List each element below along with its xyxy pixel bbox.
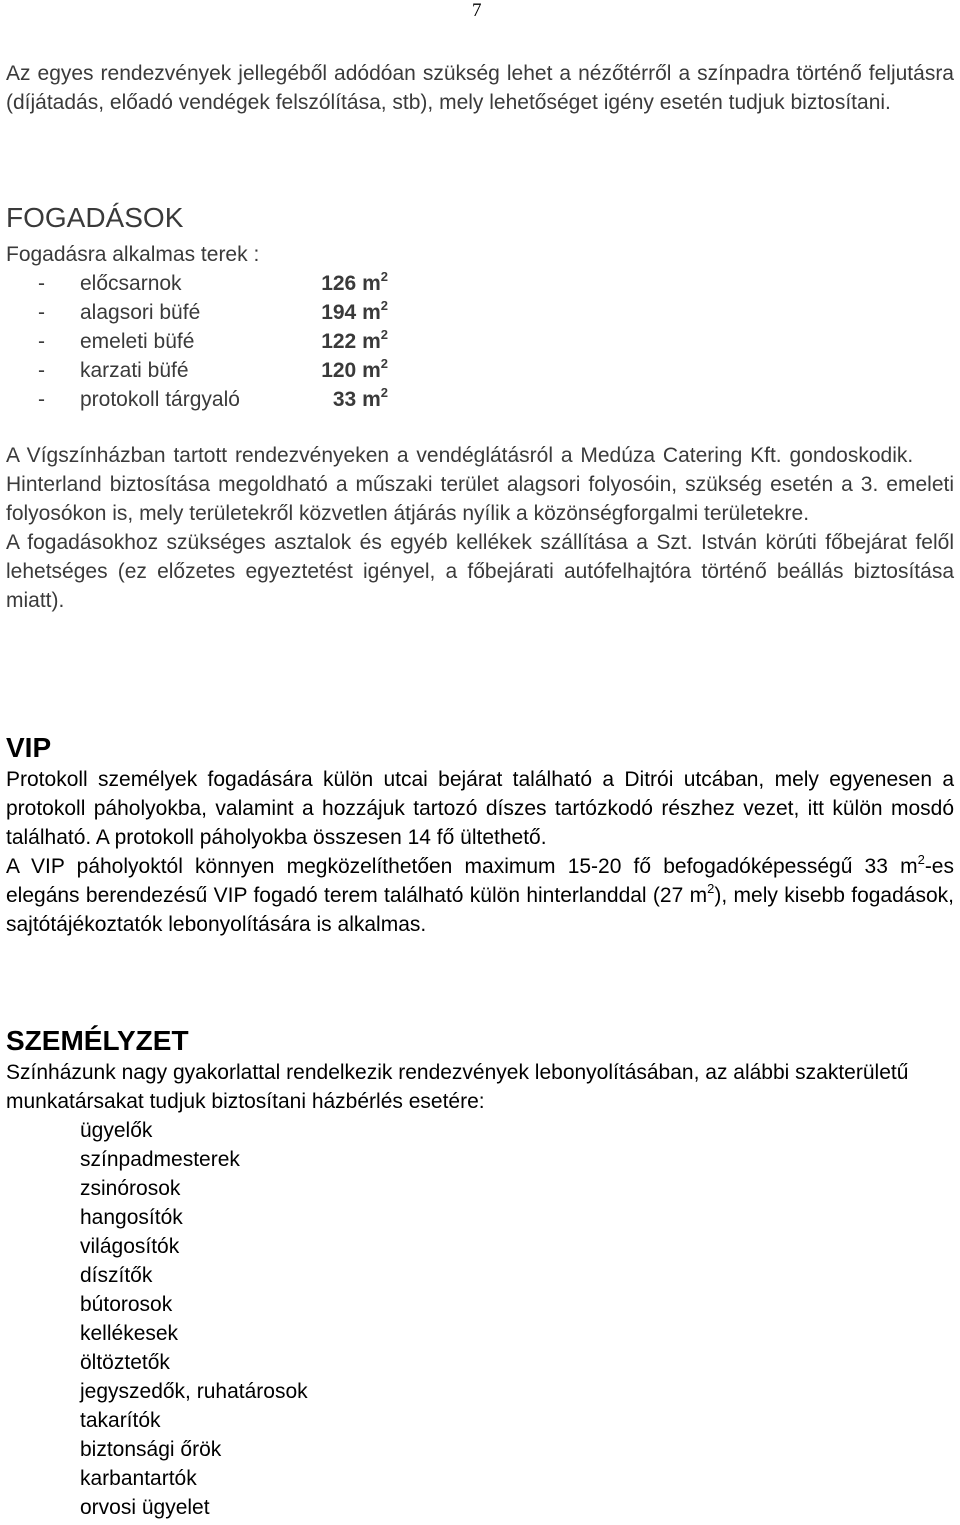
role-item: ügyelők [80,1119,153,1142]
role-item: zsinórosok [80,1177,181,1200]
room-area-unit: m [362,388,381,411]
role-item: díszítők [80,1264,153,1287]
room-row [6,385,954,414]
room-area [321,269,388,298]
role-item: orvosi ügyelet [80,1496,210,1519]
room-area [333,385,388,414]
room-area-unit-sup: 2 [380,385,388,400]
szemelyzet-section [6,1024,954,1522]
room-area-value: 126 [321,272,357,295]
room-area-unit: m [362,272,381,295]
szemelyzet-heading: SZEMÉLYZET [6,1025,189,1056]
room-area [321,356,388,385]
vip-section [6,731,954,939]
intro-paragraph: Az egyes rendezvények jellegéből adódóan szükség lehet a nézőtérről a színpadra történő feljutásra (díjátadás, előadó vendégek felszólítása, stb), mely lehetőséget igény esetén tudjuk biztosítani. [6,62,954,114]
vip-paragraph-2 [6,852,954,939]
transport-paragraph: A fogadásokhoz szükséges asztalok és egyéb kellékek szállítása a Szt. István körúti főbejárat felől lehetséges (ez előzetes egyeztetést igényel, a főbejárati autófelhajtóra történő beállás biztosítása miatt). [6,531,954,612]
room-area-value: 194 [321,301,357,324]
room-row [6,269,954,298]
room-area-unit-sup: 2 [380,356,388,371]
vip-paragraph-1: Protokoll személyek fogadására külön utcai bejárat található a Ditrói utcában, mely egyenesen a protokoll páholyokba, valamint a hozzájuk tartozó díszes tartózkodó részhez vezet, itt külön mosdó található. A protokoll páholyokba összesen 14 fő ültethető. [6,768,954,849]
fogadasok-subheading: Fogadásra alkalmas terek : [6,243,260,266]
roles-list [6,1116,954,1522]
role-item: bútorosok [80,1293,173,1316]
room-row [6,327,954,356]
rooms-list [6,269,954,414]
fogadasok-section [6,201,954,414]
vip-text-c: ), mely kisebb fogadások, sajtótájékoztatók lebonyolítására is alkalmas. [6,884,954,936]
room-dash: - [38,359,45,382]
room-name: emeleti büfé [80,330,195,353]
role-item: kellékesek [80,1322,179,1345]
room-area-unit: m [362,330,381,353]
room-row [6,356,954,385]
hinterland-paragraph: Hinterland biztosítása megoldható a műszaki terület alagsori folyosóin, szükség esetén a 3. emeleti folyosókon is, mely területekről közvetlen átjárás nyílik a közönségforgalmi területekre. [6,473,954,525]
role-item: színpadmesterek [80,1148,240,1171]
room-dash: - [38,330,45,353]
room-row [6,298,954,327]
room-area [321,298,388,327]
room-name: karzati büfé [80,359,189,382]
role-item: jegyszedők, ruhatárosok [80,1380,308,1403]
vip-text-b: -es elegáns berendezésű VIP fogadó terem található külön hinterlanddal (27 m [6,855,954,907]
role-item: öltöztetők [80,1351,170,1374]
room-name: protokoll tárgyaló [80,388,240,411]
catering-paragraph: A Vígszínházban tartott rendezvényeken a vendéglátásról a Medúza Catering Kft. gondoskodik. [6,444,914,467]
intro-section [6,59,954,117]
room-area-value: 120 [321,359,357,382]
room-area [321,327,388,356]
role-item: takarítók [80,1409,161,1432]
room-area-value: 122 [321,330,357,353]
role-item: karbantartók [80,1467,197,1490]
page-number: 7 [472,0,482,21]
room-area-unit-sup: 2 [380,298,388,313]
role-item: világosítók [80,1235,180,1258]
fogadasok-heading: FOGADÁSOK [6,202,184,233]
room-name: előcsarnok [80,272,182,295]
room-area-unit: m [362,359,381,382]
role-item: biztonsági őrök [80,1438,222,1461]
room-name: alagsori büfé [80,301,201,324]
vip-text-a: A VIP páholyoktól könnyen megközelíthetően maximum 15-20 fő befogadóképességű 33 m [6,855,918,878]
room-dash: - [38,388,45,411]
fogadasok-body [6,441,954,615]
szemelyzet-paragraph: Színházunk nagy gyakorlattal rendelkezik rendezvények lebonyolításában, az alábbi szakterületű munkatársakat tudjuk biztosítani házbérlés esetére: [6,1061,909,1113]
vip-heading: VIP [6,732,52,763]
vip-sup-1: 2 [917,852,925,867]
room-area-unit-sup: 2 [380,269,388,284]
role-item: hangosítók [80,1206,183,1229]
room-dash: - [38,272,45,295]
room-area-unit-sup: 2 [380,327,388,342]
room-dash: - [38,301,45,324]
vip-sup-2: 2 [707,881,715,896]
room-area-value: 33 [332,388,357,411]
room-area-unit: m [362,301,381,324]
